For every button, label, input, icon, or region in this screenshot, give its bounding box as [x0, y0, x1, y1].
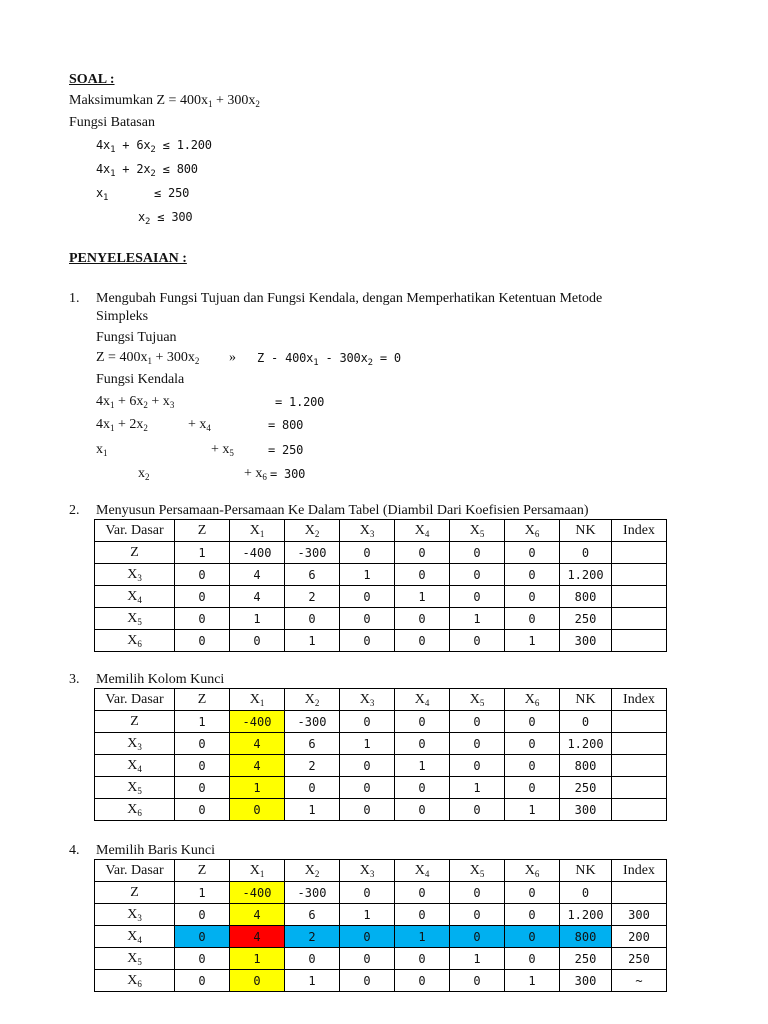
column-header: $X_5$ [450, 689, 505, 711]
table-cell: 0 [230, 970, 285, 992]
index-cell [612, 564, 667, 586]
table-row [95, 904, 667, 926]
table-cell: 0 [560, 711, 612, 733]
column-header: $X_6$ [505, 520, 560, 542]
table-cell: 1 [340, 733, 395, 755]
column-header: $X_1$ [230, 520, 285, 542]
index-cell [612, 630, 667, 652]
index-cell [612, 733, 667, 755]
row-label: $X_4$ [95, 755, 175, 777]
table-cell: 800 [560, 926, 612, 948]
index-cell: 250 [612, 948, 667, 970]
table-cell: 0 [395, 904, 450, 926]
row-label: $X_5$ [95, 948, 175, 970]
table-cell: 0 [175, 799, 230, 821]
step-4-title: Memilih Baris Kunci [96, 843, 215, 858]
table-cell: 1.200 [560, 564, 612, 586]
step-1-title: Mengubah Fungsi Tujuan dan Fungsi Kendala, dengan Memperhatikan Ketentuan Metode [96, 291, 603, 306]
column-header: $X_3$ [340, 520, 395, 542]
column-header: $X_4$ [395, 520, 450, 542]
table-cell: 0 [560, 882, 612, 904]
constraint-3-rhs: ≤ 250 [154, 186, 190, 200]
kendala-3-lhs: $x_1$ [96, 442, 108, 458]
index-cell: 300 [612, 904, 667, 926]
objective-function: Maksimumkan $Z = 400x_1 + 300x_2$ [69, 93, 260, 109]
table-cell: 1 [230, 777, 285, 799]
fungsi-kendala-label: Fungsi Kendala [96, 372, 185, 387]
table-cell: 1 [505, 799, 560, 821]
row-label: $X_4$ [95, 926, 175, 948]
table-cell: 0 [450, 711, 505, 733]
table-cell: 4 [230, 904, 285, 926]
column-header: NK [560, 520, 612, 542]
table-cell: 1.200 [560, 904, 612, 926]
row-label: $X_6$ [95, 970, 175, 992]
table-cell: 0 [505, 777, 560, 799]
kendala-2-lhs: $4x_1 + 2x_2$ [96, 417, 148, 433]
kendala-4-slack: + $x_6$ [244, 466, 267, 482]
table-cell: 0 [505, 608, 560, 630]
table-cell: 0 [340, 882, 395, 904]
table-cell: 0 [505, 586, 560, 608]
table-cell: 0 [395, 564, 450, 586]
table-cell: 250 [560, 608, 612, 630]
table-cell: 1 [175, 542, 230, 564]
row-label: $X_6$ [95, 630, 175, 652]
column-header: $X_5$ [450, 860, 505, 882]
step-2-title: Menyusun Persamaan-Persamaan Ke Dalam Tabel (Diambil Dari Koefisien Persamaan) [96, 503, 589, 518]
kendala-4-lhs: $x_2$ [138, 466, 150, 482]
index-cell [612, 777, 667, 799]
column-header: $X_4$ [395, 860, 450, 882]
column-header: $X_1$ [230, 689, 285, 711]
table-cell: 0 [285, 948, 340, 970]
column-header: Var. Dasar [95, 860, 175, 882]
table-cell: 6 [285, 564, 340, 586]
table-cell: 0 [175, 586, 230, 608]
row-label: $X_3$ [95, 904, 175, 926]
table-cell: 0 [450, 970, 505, 992]
table-cell: 250 [560, 948, 612, 970]
table-cell: 0 [340, 542, 395, 564]
table-cell: 4 [230, 586, 285, 608]
table-cell: 0 [340, 608, 395, 630]
table-cell: -300 [285, 882, 340, 904]
table-cell: 1 [285, 970, 340, 992]
table-cell: 0 [340, 970, 395, 992]
table-cell: 0 [395, 733, 450, 755]
fungsi-tujuan-right: $Z - 400x_1 - 300x_2 = 0$ [257, 351, 401, 368]
table-cell: 0 [340, 711, 395, 733]
table-cell: 1 [285, 799, 340, 821]
column-header: Var. Dasar [95, 520, 175, 542]
table-row [95, 564, 667, 586]
table-cell: 0 [175, 564, 230, 586]
row-label: $X_3$ [95, 733, 175, 755]
table-cell: 0 [450, 733, 505, 755]
table-cell: 250 [560, 777, 612, 799]
column-header: Z [175, 689, 230, 711]
constraints-label: Fungsi Batasan [69, 115, 155, 130]
table-cell: 1 [285, 630, 340, 652]
row-label: Z [95, 542, 175, 564]
column-header: NK [560, 860, 612, 882]
table-cell: 0 [230, 630, 285, 652]
table-cell: 0 [175, 777, 230, 799]
column-header: $X_4$ [395, 689, 450, 711]
table-cell: 2 [285, 926, 340, 948]
table-cell: 1 [395, 755, 450, 777]
kendala-2-slack: + $x_4$ [188, 417, 211, 433]
table-cell: 1 [450, 948, 505, 970]
step-3-number: 3. [69, 672, 80, 687]
table-cell: 0 [175, 970, 230, 992]
index-cell: ~ [612, 970, 667, 992]
row-label: $X_6$ [95, 799, 175, 821]
table-cell: 0 [450, 542, 505, 564]
table-row [95, 542, 667, 564]
table-cell: -400 [230, 882, 285, 904]
column-header: Index [612, 860, 667, 882]
constraint-1: $4x_1 + 6x_2 \le 1.200$ [96, 138, 212, 155]
table-cell: 0 [560, 542, 612, 564]
table-cell: 0 [450, 926, 505, 948]
table-cell: 0 [505, 926, 560, 948]
constraint-2: $4x_1 + 2x_2 \le 800$ [96, 162, 198, 179]
table-cell: 0 [505, 882, 560, 904]
table-cell: 0 [395, 711, 450, 733]
table-cell: 0 [505, 542, 560, 564]
step-1-title-cont: Simpleks [96, 309, 149, 324]
table-cell: 0 [450, 904, 505, 926]
column-header: Z [175, 520, 230, 542]
table-cell: 1 [450, 608, 505, 630]
table-cell: 0 [340, 630, 395, 652]
simplex-table-step4 [94, 859, 667, 992]
row-label: $X_4$ [95, 586, 175, 608]
table-cell: 0 [505, 564, 560, 586]
table-cell: 0 [340, 799, 395, 821]
table-cell: 4 [230, 564, 285, 586]
table-row [95, 970, 667, 992]
table-cell: 0 [175, 630, 230, 652]
step-2-number: 2. [69, 503, 80, 518]
kendala-1-rhs: = 1.200 [275, 395, 325, 409]
table-cell: 800 [560, 755, 612, 777]
table-cell: 0 [340, 948, 395, 970]
table-row [95, 926, 667, 948]
kendala-3-slack: + $x_5$ [211, 442, 234, 458]
table-cell: 0 [450, 586, 505, 608]
index-cell [612, 799, 667, 821]
column-header: $X_3$ [340, 860, 395, 882]
index-cell [612, 542, 667, 564]
table-cell: 2 [285, 586, 340, 608]
table-cell: 1 [230, 608, 285, 630]
table-cell: 0 [175, 733, 230, 755]
row-label: Z [95, 711, 175, 733]
table-cell: 0 [395, 777, 450, 799]
table-cell: -400 [230, 711, 285, 733]
table-cell: 2 [285, 755, 340, 777]
table-cell: 1 [450, 777, 505, 799]
row-label: Z [95, 882, 175, 904]
table-cell: 0 [230, 799, 285, 821]
table-row [95, 777, 667, 799]
table-cell: 0 [505, 904, 560, 926]
table-cell: 4 [230, 755, 285, 777]
index-cell [612, 608, 667, 630]
table-row [95, 799, 667, 821]
column-header: $X_6$ [505, 689, 560, 711]
table-cell: 0 [505, 733, 560, 755]
table-cell: 0 [340, 926, 395, 948]
table-cell: 0 [395, 608, 450, 630]
fungsi-tujuan-left: $Z = 400x_1 + 300x_2$ [96, 350, 200, 366]
table-cell: -300 [285, 711, 340, 733]
table-cell: 0 [395, 970, 450, 992]
table-cell: 0 [340, 777, 395, 799]
column-header: $X_2$ [285, 689, 340, 711]
table-cell: 0 [175, 948, 230, 970]
table-cell: 1 [505, 630, 560, 652]
table-cell: 1 [175, 711, 230, 733]
table-cell: 1 [395, 926, 450, 948]
row-label: $X_3$ [95, 564, 175, 586]
arrow: » [229, 350, 236, 365]
table-cell: 1 [505, 970, 560, 992]
table-cell: 1 [340, 564, 395, 586]
column-header: $X_2$ [285, 860, 340, 882]
table-cell: 0 [450, 882, 505, 904]
simplex-table-step3 [94, 688, 667, 821]
table-cell: 0 [175, 926, 230, 948]
table-cell: -300 [285, 542, 340, 564]
table-cell: 6 [285, 733, 340, 755]
kendala-1-lhs: $4x_1 + 6x_2 + x_3$ [96, 394, 175, 410]
index-cell [612, 586, 667, 608]
penyelesaian-heading: PENYELESAIAN : [69, 251, 187, 266]
column-header: $X_1$ [230, 860, 285, 882]
column-header: NK [560, 689, 612, 711]
table-cell: 4 [230, 733, 285, 755]
table-cell: 0 [395, 542, 450, 564]
simplex-table-step2 [94, 519, 667, 652]
table-cell: 0 [450, 564, 505, 586]
table-cell: 0 [340, 586, 395, 608]
table-cell: 0 [450, 630, 505, 652]
table-cell: 1 [340, 904, 395, 926]
table-cell: 1.200 [560, 733, 612, 755]
table-row [95, 608, 667, 630]
table-cell: 0 [175, 608, 230, 630]
index-cell [612, 755, 667, 777]
step-3-title: Memilih Kolom Kunci [96, 672, 225, 687]
column-header: $X_2$ [285, 520, 340, 542]
column-header: $X_6$ [505, 860, 560, 882]
table-cell: -400 [230, 542, 285, 564]
table-row [95, 711, 667, 733]
table-row [95, 755, 667, 777]
step-4-number: 4. [69, 843, 80, 858]
table-cell: 1 [395, 586, 450, 608]
index-cell: 200 [612, 926, 667, 948]
table-row [95, 882, 667, 904]
table-row [95, 586, 667, 608]
table-cell: 0 [505, 948, 560, 970]
table-row [95, 733, 667, 755]
soal-heading: SOAL : [69, 72, 115, 87]
column-header: Var. Dasar [95, 689, 175, 711]
table-row [95, 630, 667, 652]
table-cell: 6 [285, 904, 340, 926]
column-header: Index [612, 689, 667, 711]
table-cell: 0 [340, 755, 395, 777]
kendala-3-rhs: = 250 [268, 443, 304, 457]
step-1-number: 1. [69, 291, 80, 306]
table-cell: 300 [560, 799, 612, 821]
table-cell: 0 [450, 755, 505, 777]
kendala-4-rhs: = 300 [270, 467, 306, 481]
table-cell: 0 [285, 777, 340, 799]
table-cell: 0 [505, 755, 560, 777]
column-header: Z [175, 860, 230, 882]
table-cell: 0 [505, 711, 560, 733]
column-header: $X_3$ [340, 689, 395, 711]
column-header: Index [612, 520, 667, 542]
table-cell: 4 [230, 926, 285, 948]
table-cell: 800 [560, 586, 612, 608]
row-label: $X_5$ [95, 608, 175, 630]
table-cell: 0 [175, 904, 230, 926]
index-cell [612, 882, 667, 904]
table-cell: 0 [395, 882, 450, 904]
table-cell: 300 [560, 970, 612, 992]
kendala-2-rhs: = 800 [268, 418, 304, 432]
row-label: $X_5$ [95, 777, 175, 799]
table-cell: 0 [395, 630, 450, 652]
column-header: $X_5$ [450, 520, 505, 542]
constraint-3: $x_1$ [96, 186, 109, 203]
table-cell: 0 [175, 755, 230, 777]
table-cell: 300 [560, 630, 612, 652]
fungsi-tujuan-label: Fungsi Tujuan [96, 330, 177, 345]
table-cell: 0 [395, 799, 450, 821]
table-cell: 1 [175, 882, 230, 904]
table-cell: 1 [230, 948, 285, 970]
table-cell: 0 [285, 608, 340, 630]
table-row [95, 948, 667, 970]
table-cell: 0 [450, 799, 505, 821]
constraint-4: $x_2 \le 300$ [138, 210, 193, 227]
table-cell: 0 [395, 948, 450, 970]
index-cell [612, 711, 667, 733]
